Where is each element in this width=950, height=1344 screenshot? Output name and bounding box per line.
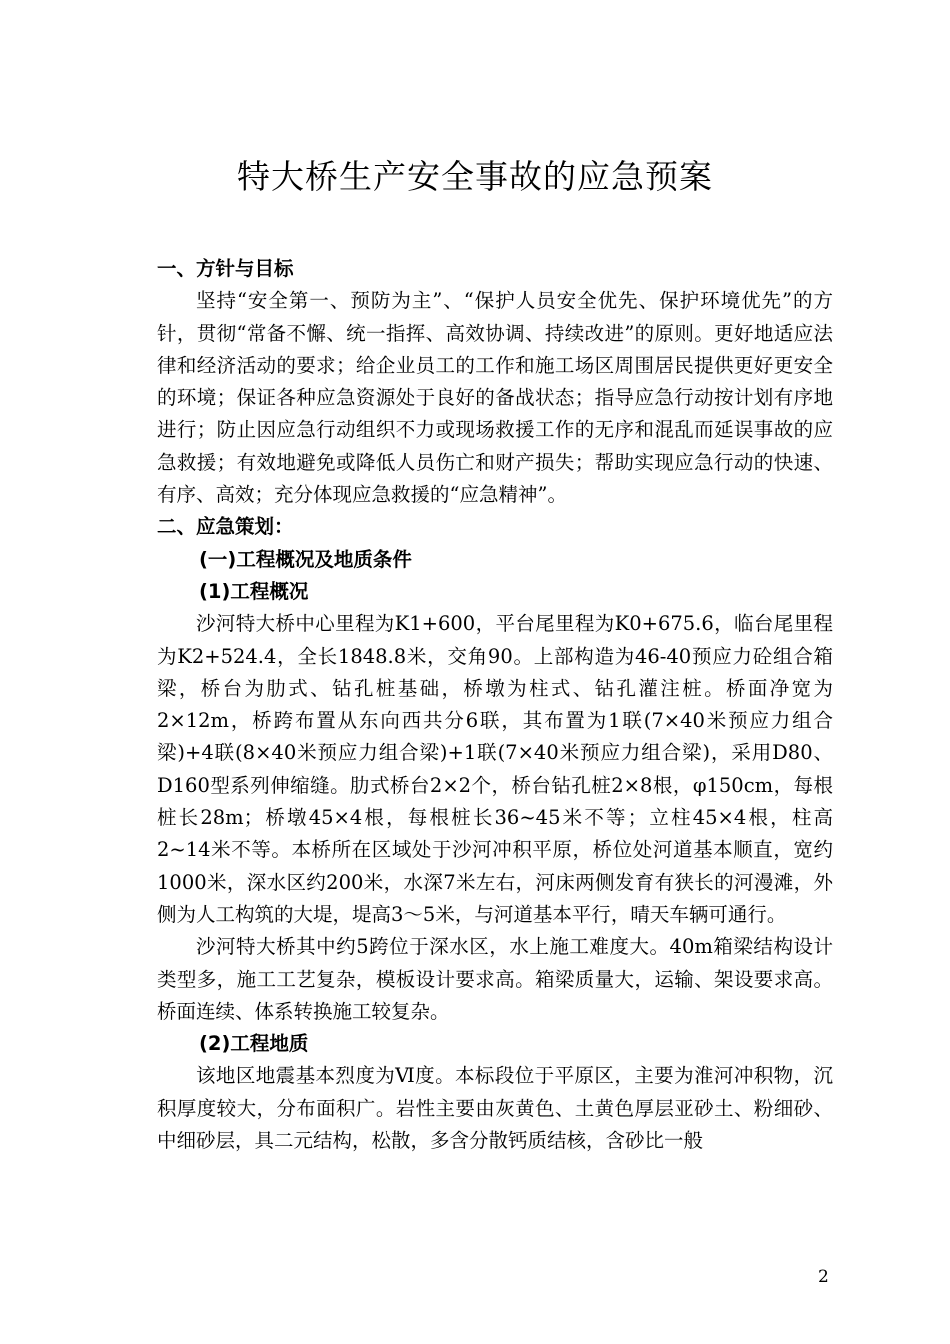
item-heading-project-overview: (1)工程概况: [199, 579, 309, 603]
section-heading-planning: 二、应急策划：: [157, 515, 294, 539]
policy-paragraph: 坚持“安全第一、预防为主”、“保护人员安全优先、保护环境优先”的方针，贯彻“常备不懈、统一指挥、高效协调、持续改进”的原则。更好地适应法律和经济活动的要求；给企业员工的工作和施工场区周围居民提供更好更安全的环境；保证各种应急资源处于良好的备战状态；指导应急行动按计划有序地进行；防止因应急行动组织不力或现场救援工作的无序和混乱而延误事故的应急救援；有效地避免或降低人员伤亡和财产损失；帮助实现应急行动的快速、有序、高效；充分体现应急救援的“应急精神”。: [157, 289, 833, 507]
document-body: [157, 253, 833, 1157]
geology-paragraph: 该地区地震基本烈度为Ⅵ度。本标段位于平原区，主要为淮河冲积物，沉积厚度较大，分布面积广。岩性主要由灰黄色、土黄色厚层亚砂土、粉细砂、中细砂层，具二元结构，松散，多含分散钙质结核，含砂比一般: [157, 1064, 833, 1153]
document-title: 特大桥生产安全事故的应急预案: [237, 157, 713, 196]
subsection-heading-overview: (一)工程概况及地质条件: [199, 547, 412, 571]
item-heading-geology: (2)工程地质: [199, 1032, 309, 1056]
section-heading-policy: 一、方针与目标: [157, 257, 294, 280]
project-overview-paragraph-2: 沙河特大桥其中约5跨位于深水区，水上施工难度大。40m箱梁结构设计类型多，施工工艺复杂，模板设计要求高。箱梁质量大，运输、架设要求高。桥面连续、体系转换施工较复杂。: [157, 935, 833, 1023]
project-overview-paragraph-1: 沙河特大桥中心里程为K1+600，平台尾里程为K0+675.6，临台尾里程为K2+524.4，全长1848.8米，交角90。上部构造为46-40预应力砼组合箱梁，桥台为肋式、钻孔桩基础，桥墩为柱式、钻孔灌注桩。桥面净宽为2×12m，桥跨布置从东向西共分6联，其布置为1联(7×40米预应力组合梁)+4联(8×40米预应力组合梁)+1联(7×40米预应力组合梁)，采用D80、D160型系列伸缩缝。肋式桥台2×2个，桥台钻孔桩2×8根，φ150cm，每根桩长28m；桥墩45×4根，每根桩长36~45米不等；立柱45×4根，柱高2~14米不等。本桥所在区域处于沙河冲积平原，桥位处河道基本顺直，宽约1000米，深水区约200米，水深7米左右，河床两侧发育有狭长的河漫滩，外侧为人工构筑的大堤，堤高3～5米，与河道基本平行，晴天车辆可通行。: [157, 612, 833, 926]
page-number: 2: [818, 1267, 829, 1287]
